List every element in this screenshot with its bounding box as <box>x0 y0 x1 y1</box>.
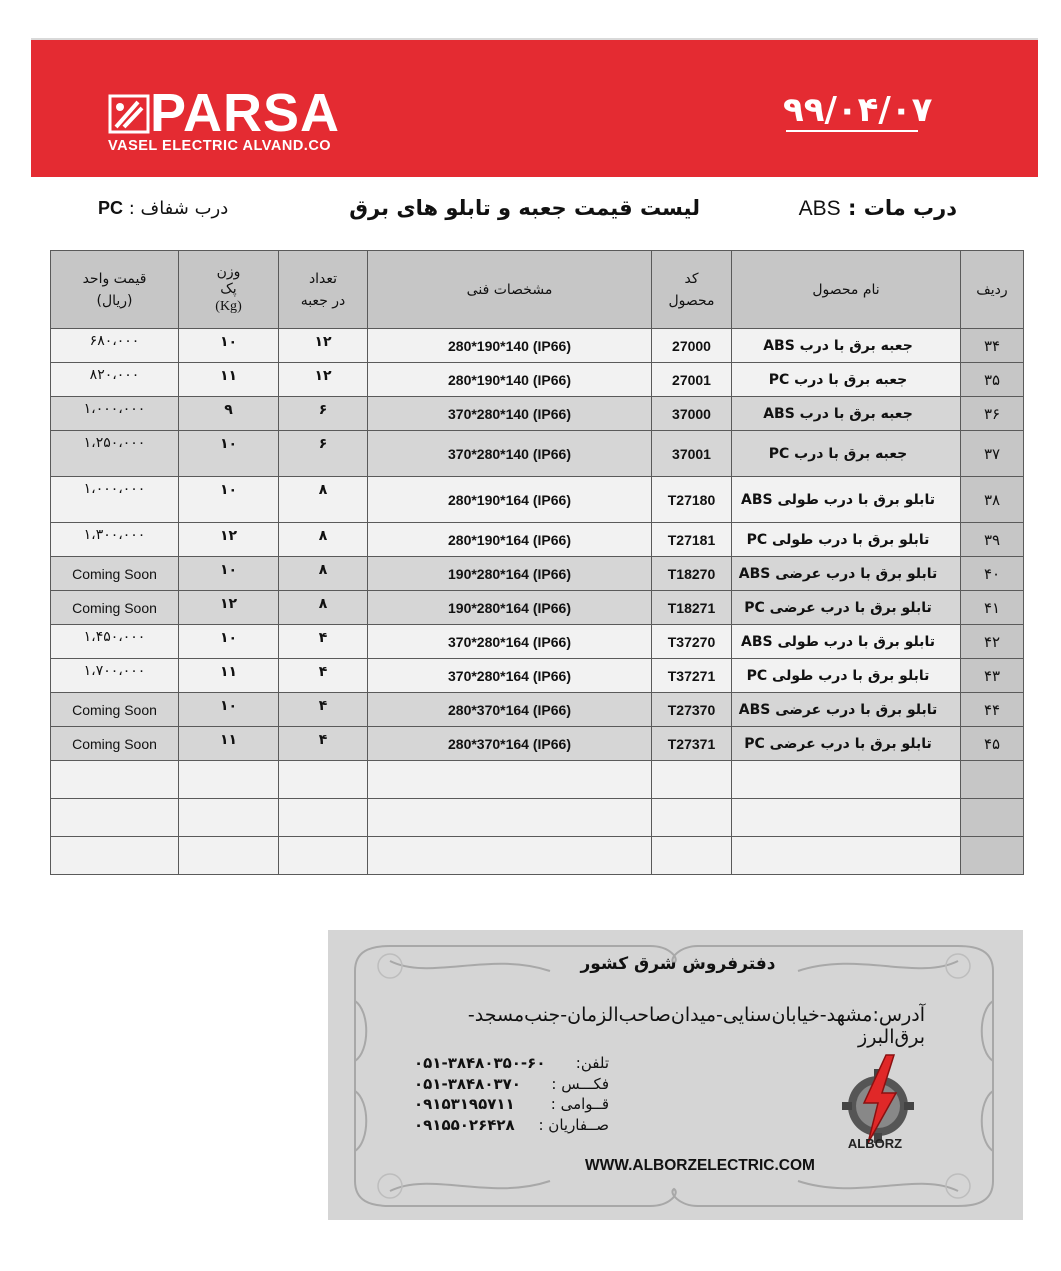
table-row <box>51 659 1024 693</box>
unit-price-cell: ۱،۰۰۰،۰۰۰ <box>51 397 179 431</box>
header-specs <box>368 251 652 329</box>
weight-cell: ۱۰ <box>179 625 279 659</box>
quantity-cell: ۸ <box>279 477 368 523</box>
contact-line <box>414 1095 609 1116</box>
clear-door-text: درب شفاف : <box>128 198 229 219</box>
empty-table-row <box>51 761 1024 799</box>
office-address: آدرس:مشهد-خیابان‌سنایی-میدان‌صاحب‌الزمان-جنب‌مسجد-برق‌البرز <box>467 1004 925 1048</box>
weight-cell: ۱۱ <box>179 727 279 761</box>
table-row <box>51 363 1024 397</box>
header-qty-line2: در جعبه <box>300 292 346 309</box>
weight-cell: ۱۲ <box>179 523 279 557</box>
empty-cell <box>51 799 179 837</box>
table-header-row <box>51 251 1024 329</box>
website-link[interactable]: WWW.ALBORZELECTRIC.COM <box>585 1157 815 1174</box>
specs-cell: 280*370*164 (IP66) <box>368 693 652 727</box>
product-code-cell: T37270 <box>652 625 732 659</box>
row-number-cell: ۴۱ <box>961 591 1024 625</box>
empty-cell <box>652 837 732 875</box>
unit-price-cell: ۱،۰۰۰،۰۰۰ <box>51 477 179 523</box>
contact-number[interactable]: ۰۹۱۵۵۰۲۶۴۲۸ <box>414 1115 515 1134</box>
weight-cell: ۱۲ <box>179 591 279 625</box>
product-name-cell: تابلو برق با درب عرضی PC <box>732 591 961 625</box>
alborz-logo-text: ALBORZ <box>847 1136 903 1151</box>
empty-cell <box>279 837 368 875</box>
empty-cell <box>368 761 652 799</box>
matte-door-label <box>799 196 957 221</box>
empty-cell <box>179 837 279 875</box>
row-number-cell: ۳۸ <box>961 477 1024 523</box>
empty-cell <box>961 761 1024 799</box>
unit-price-cell: ۸۲۰،۰۰۰ <box>51 363 179 397</box>
product-code-cell: 37001 <box>652 431 732 477</box>
product-name-cell: تابلو برق با درب طولی PC <box>732 523 961 557</box>
table-row <box>51 477 1024 523</box>
product-code-cell: 27000 <box>652 329 732 363</box>
unit-price-cell: Coming Soon <box>51 727 179 761</box>
table-row <box>51 431 1024 477</box>
specs-cell: 370*280*140 (IP66) <box>368 431 652 477</box>
header-product-code <box>652 251 732 329</box>
weight-cell: ۱۰ <box>179 431 279 477</box>
empty-cell <box>279 761 368 799</box>
header-code-line1: کد <box>684 270 699 287</box>
unit-price-cell: ۱،۳۰۰،۰۰۰ <box>51 523 179 557</box>
header-price-line1: قیمت واحد <box>82 270 147 287</box>
contact-label: تلفن: <box>575 1054 609 1072</box>
table-row <box>51 693 1024 727</box>
quantity-cell: ۴ <box>279 727 368 761</box>
quantity-cell: ۱۲ <box>279 329 368 363</box>
weight-cell: ۱۰ <box>179 329 279 363</box>
product-name-cell: تابلو برق با درب عرضی ABS <box>732 557 961 591</box>
empty-cell <box>179 799 279 837</box>
contact-number[interactable]: ۰۵۱-۳۸۴۸۰۳۷۰ <box>414 1074 521 1093</box>
weight-cell: ۱۱ <box>179 659 279 693</box>
quantity-cell: ۴ <box>279 693 368 727</box>
product-code-cell: T18271 <box>652 591 732 625</box>
table-row <box>51 727 1024 761</box>
price-list-date: ۹۹/۰۴/۰۷ <box>783 90 933 130</box>
contact-number[interactable]: ۰۵۱-۳۸۴۸۰۳۵۰-۶۰ <box>414 1054 546 1072</box>
date-underline <box>786 130 918 132</box>
weight-cell: ۱۰ <box>179 557 279 591</box>
unit-price-cell: ۱،۷۰۰،۰۰۰ <box>51 659 179 693</box>
product-code-cell: T27371 <box>652 727 732 761</box>
quantity-cell: ۴ <box>279 625 368 659</box>
header-specs-text: مشخصات فنی <box>466 281 553 298</box>
empty-cell <box>179 761 279 799</box>
row-number-cell: ۳۴ <box>961 329 1024 363</box>
specs-cell: 190*280*164 (IP66) <box>368 591 652 625</box>
product-name-cell: جعبه برق با درب PC <box>732 431 961 477</box>
row-number-cell: ۴۵ <box>961 727 1024 761</box>
empty-cell <box>961 837 1024 875</box>
table-row <box>51 557 1024 591</box>
product-name-cell: تابلو برق با درب عرضی ABS <box>732 693 961 727</box>
quantity-cell: ۶ <box>279 431 368 477</box>
product-name-cell: جعبه برق با درب PC <box>732 363 961 397</box>
product-name-cell: جعبه برق با درب ABS <box>732 397 961 431</box>
contact-label: صــفاریان : <box>538 1115 609 1134</box>
product-code-cell: 37000 <box>652 397 732 431</box>
empty-cell <box>961 799 1024 837</box>
specs-cell: 190*280*164 (IP66) <box>368 557 652 591</box>
header-row-number-text: ردیف <box>976 281 1008 298</box>
header-code-line2: محصول <box>668 292 715 309</box>
header-weight-line1: وزن <box>216 264 241 280</box>
product-name-cell: تابلو برق با درب طولی PC <box>732 659 961 693</box>
row-number-cell: ۴۴ <box>961 693 1024 727</box>
contact-label: فکـــس : <box>551 1074 609 1093</box>
product-code-cell: T27180 <box>652 477 732 523</box>
row-number-cell: ۳۹ <box>961 523 1024 557</box>
header-price-line2: (ریال) <box>96 292 133 309</box>
clear-door-label <box>98 198 228 219</box>
row-number-cell: ۴۰ <box>961 557 1024 591</box>
date-box <box>783 88 933 132</box>
clear-door-value: PC <box>98 198 124 218</box>
empty-cell <box>368 799 652 837</box>
unit-price-cell: Coming Soon <box>51 693 179 727</box>
header-unit-price <box>51 251 179 329</box>
matte-door-value: ABS <box>798 197 841 220</box>
product-code-cell: T27370 <box>652 693 732 727</box>
product-code-cell: T37271 <box>652 659 732 693</box>
unit-price-cell: ۱،۲۵۰،۰۰۰ <box>51 431 179 477</box>
row-number-cell: ۳۶ <box>961 397 1024 431</box>
page-title: لیست قیمت جعبه و تابلو های برق <box>349 196 700 220</box>
quantity-cell: ۴ <box>279 659 368 693</box>
product-name-cell: تابلو برق با درب عرضی PC <box>732 727 961 761</box>
quantity-cell: ۸ <box>279 523 368 557</box>
unit-price-cell: ۱،۴۵۰،۰۰۰ <box>51 625 179 659</box>
empty-cell <box>279 799 368 837</box>
product-name-cell: تابلو برق با درب طولی ABS <box>732 625 961 659</box>
unit-price-cell: Coming Soon <box>51 591 179 625</box>
empty-cell <box>51 837 179 875</box>
matte-door-text: درب مات : <box>848 196 957 220</box>
row-number-cell: ۴۳ <box>961 659 1024 693</box>
product-name-cell: جعبه برق با درب ABS <box>732 329 961 363</box>
specs-cell: 280*190*164 (IP66) <box>368 477 652 523</box>
empty-cell <box>732 837 961 875</box>
brand-subtitle: VASEL ELECTRIC ALVAND.CO <box>108 138 332 154</box>
product-code-cell: 27001 <box>652 363 732 397</box>
header-quantity <box>279 251 368 329</box>
header-weight-line2: پک <box>220 281 237 297</box>
weight-cell: ۱۰ <box>179 477 279 523</box>
header-product-name <box>732 251 961 329</box>
empty-cell <box>652 761 732 799</box>
unit-price-cell: ۶۸۰،۰۰۰ <box>51 329 179 363</box>
row-number-cell: ۴۲ <box>961 625 1024 659</box>
specs-cell: 280*190*140 (IP66) <box>368 363 652 397</box>
header-qty-line1: تعداد <box>308 270 338 287</box>
quantity-cell: ۸ <box>279 591 368 625</box>
specs-cell: 280*370*164 (IP66) <box>368 727 652 761</box>
weight-cell: ۱۰ <box>179 693 279 727</box>
specs-cell: 370*280*140 (IP66) <box>368 397 652 431</box>
specs-cell: 370*280*164 (IP66) <box>368 659 652 693</box>
product-name-cell: تابلو برق با درب طولی ABS <box>732 477 961 523</box>
row-number-cell: ۳۷ <box>961 431 1024 477</box>
contact-line <box>414 1075 609 1096</box>
header-row-number <box>961 251 1024 329</box>
table-row <box>51 329 1024 363</box>
office-title: دفترفروش شرق کشور <box>580 954 776 974</box>
unit-price-cell: Coming Soon <box>51 557 179 591</box>
empty-table-row <box>51 799 1024 837</box>
specs-cell: 280*190*164 (IP66) <box>368 523 652 557</box>
contact-label: قــوامی : <box>550 1095 609 1113</box>
brand-name: PARSA <box>150 83 341 143</box>
quantity-cell: ۸ <box>279 557 368 591</box>
contact-list <box>414 1054 609 1136</box>
header-weight-line3: (Kg) <box>215 299 242 314</box>
empty-table-row <box>51 837 1024 875</box>
specs-cell: 370*280*164 (IP66) <box>368 625 652 659</box>
quantity-cell: ۱۲ <box>279 363 368 397</box>
product-code-cell: T18270 <box>652 557 732 591</box>
empty-cell <box>368 837 652 875</box>
empty-cell <box>51 761 179 799</box>
header-product-name-text: نام محصول <box>812 281 880 298</box>
table-row <box>51 591 1024 625</box>
contact-line <box>414 1116 609 1137</box>
product-code-cell: T27181 <box>652 523 732 557</box>
weight-cell: ۹ <box>179 397 279 431</box>
table-row <box>51 397 1024 431</box>
contact-line <box>414 1054 609 1075</box>
quantity-cell: ۶ <box>279 397 368 431</box>
contact-number[interactable]: ۰۹۱۵۳۱۹۵۷۱۱ <box>414 1095 515 1113</box>
empty-cell <box>732 799 961 837</box>
row-number-cell: ۳۵ <box>961 363 1024 397</box>
price-table <box>50 250 1024 875</box>
specs-cell: 280*190*140 (IP66) <box>368 329 652 363</box>
parsa-logo-icon <box>108 94 150 134</box>
table-row <box>51 523 1024 557</box>
table-row <box>51 625 1024 659</box>
header-weight <box>179 251 279 329</box>
weight-cell: ۱۱ <box>179 363 279 397</box>
empty-cell <box>652 799 732 837</box>
empty-cell <box>732 761 961 799</box>
